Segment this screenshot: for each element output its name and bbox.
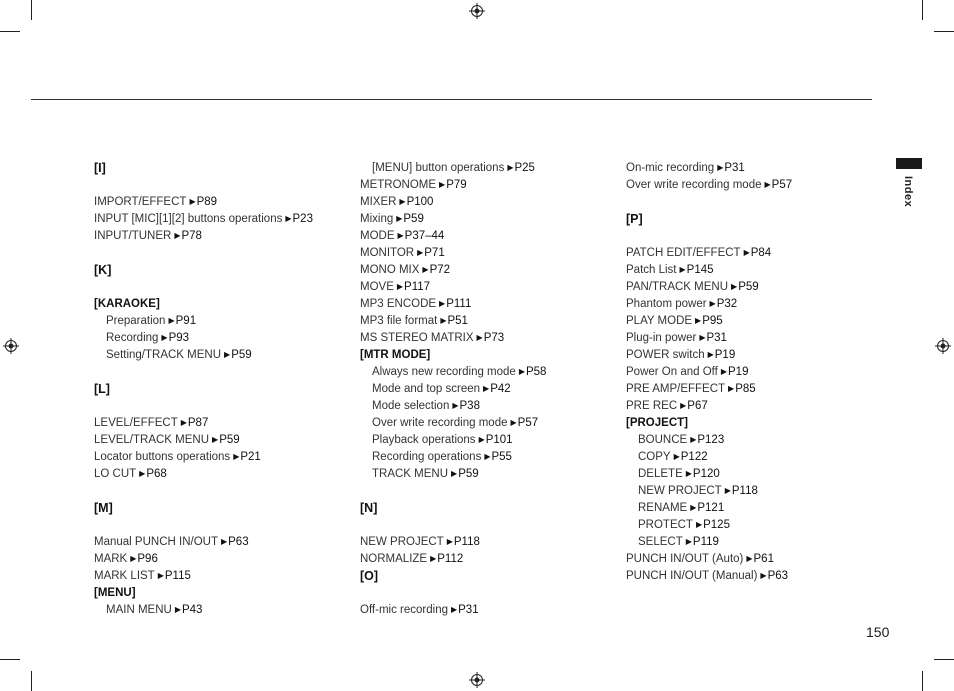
- index-subentry: [360, 160, 610, 177]
- page-ref-arrow-icon: ▶: [439, 180, 446, 189]
- index-spacer: [360, 585, 610, 602]
- index-term: PUNCH IN/OUT (Auto): [626, 553, 744, 565]
- index-term: Locator buttons operations: [94, 451, 231, 463]
- index-subentry: [360, 432, 610, 449]
- page-reference: P123: [697, 434, 725, 446]
- page-ref-arrow-icon: ▶: [397, 231, 404, 240]
- index-spacer: [94, 245, 344, 262]
- page-ref-arrow-icon: ▶: [760, 571, 767, 580]
- page-reference: P51: [447, 315, 468, 327]
- index-tab-label: Index: [902, 176, 914, 208]
- registration-mark-icon: [935, 338, 951, 354]
- index-entry: [360, 602, 610, 619]
- page-ref-arrow-icon: ▶: [746, 554, 753, 563]
- crop-mark: [934, 31, 954, 32]
- page-ref-arrow-icon: ▶: [430, 554, 437, 563]
- index-letter-heading: [P]: [626, 212, 643, 226]
- page-ref-arrow-icon: ▶: [478, 435, 485, 444]
- index-term: MONO MIX: [360, 264, 420, 276]
- index-subentry: [626, 432, 876, 449]
- index-spacer: [626, 228, 876, 245]
- page-reference: P73: [483, 332, 505, 344]
- page-reference: P87: [187, 417, 209, 429]
- page-ref-arrow-icon: ▶: [189, 197, 196, 206]
- page-ref-arrow-icon: ▶: [396, 214, 403, 223]
- page-ref-arrow-icon: ▶: [139, 469, 146, 478]
- page-reference: P72: [429, 264, 451, 276]
- index-entry: [626, 381, 876, 398]
- page-ref-arrow-icon: ▶: [731, 282, 738, 291]
- index-term: MONITOR: [360, 247, 415, 259]
- index-term: INPUT [MIC][1][2] buttons operations: [94, 213, 283, 225]
- page-number: 150: [866, 624, 890, 640]
- index-term: Playback operations: [372, 434, 476, 446]
- index-entry: [360, 245, 610, 262]
- index-entry: [360, 534, 610, 551]
- index-term: MS STEREO MATRIX: [360, 332, 474, 344]
- page-reference: P112: [437, 553, 464, 565]
- page-ref-arrow-icon: ▶: [707, 350, 714, 359]
- page-reference: P59: [458, 468, 479, 480]
- index-subentry: [626, 517, 876, 534]
- index-term: NORMALIZE: [360, 553, 428, 565]
- page-reference: P37–44: [404, 230, 445, 242]
- index-spacer: [626, 194, 876, 211]
- index-term: Off-mic recording: [360, 604, 448, 616]
- index-group-heading: [KARAOKE]: [94, 298, 160, 310]
- index-term: Mixing: [360, 213, 394, 225]
- page-ref-arrow-icon: ▶: [679, 265, 686, 274]
- index-term: MARK LIST: [94, 570, 155, 582]
- page-ref-arrow-icon: ▶: [161, 333, 168, 342]
- index-letter-heading: [M]: [94, 501, 113, 515]
- page-ref-arrow-icon: ▶: [709, 299, 716, 308]
- index-entry: [360, 211, 610, 228]
- index-subentry: [94, 347, 344, 364]
- index-entry: [94, 551, 344, 568]
- page-reference: P59: [231, 349, 252, 361]
- page-reference: P119: [692, 536, 719, 548]
- index-subentry: [94, 313, 344, 330]
- index-term: Mode and top screen: [372, 383, 481, 395]
- index-term: METRONOME: [360, 179, 437, 191]
- index-term: On-mic recording: [626, 162, 715, 174]
- index-term: LEVEL/TRACK MENU: [94, 434, 210, 446]
- index-subentry: [360, 398, 610, 415]
- registration-mark-icon: [469, 672, 485, 688]
- page-reference: P93: [168, 332, 190, 344]
- page-reference: P21: [240, 451, 261, 463]
- index-subentry: [626, 500, 876, 517]
- page-ref-arrow-icon: ▶: [673, 452, 680, 461]
- index-subentry: [94, 602, 344, 619]
- page-reference: P122: [680, 451, 708, 463]
- index-entry: [94, 449, 344, 466]
- index-entry: [626, 364, 876, 381]
- page-reference: P101: [485, 434, 513, 446]
- index-entry: [94, 534, 344, 551]
- page-ref-arrow-icon: ▶: [130, 554, 137, 563]
- index-term: Setting/TRACK MENU: [106, 349, 222, 361]
- index-term: INPUT/TUNER: [94, 230, 172, 242]
- page-ref-arrow-icon: ▶: [690, 503, 697, 512]
- page-ref-arrow-icon: ▶: [220, 537, 228, 546]
- page-ref-arrow-icon: ▶: [174, 605, 181, 614]
- index-term: PRE AMP/EFFECT: [626, 383, 726, 395]
- index-subentry: [626, 466, 876, 483]
- index-spacer: [94, 177, 344, 194]
- page-reference: P91: [175, 315, 197, 327]
- crop-mark: [922, 671, 923, 691]
- registration-mark-icon: [3, 338, 19, 354]
- index-term: RENAME: [638, 502, 688, 514]
- index-subentry: [360, 381, 610, 398]
- page-ref-arrow-icon: ▶: [507, 163, 514, 172]
- index-subentry: [626, 534, 876, 551]
- index-entry: [626, 279, 876, 296]
- index-term: MP3 file format: [360, 315, 438, 327]
- index-term: MIXER: [360, 196, 397, 208]
- index-entry: [360, 262, 610, 279]
- index-term: Over write recording mode: [626, 179, 762, 191]
- index-term: [MENU] button operations: [372, 162, 505, 174]
- page-ref-arrow-icon: ▶: [212, 435, 219, 444]
- page-ref-arrow-icon: ▶: [439, 299, 446, 308]
- index-term: COPY: [638, 451, 671, 463]
- page-reference: P19: [714, 349, 736, 361]
- page-ref-arrow-icon: ▶: [680, 401, 687, 410]
- page-ref-arrow-icon: ▶: [728, 384, 735, 393]
- page-ref-arrow-icon: ▶: [685, 469, 692, 478]
- page-reference: P67: [687, 400, 708, 412]
- page-ref-arrow-icon: ▶: [483, 384, 490, 393]
- index-spacer: [360, 517, 610, 534]
- page-ref-arrow-icon: ▶: [446, 537, 453, 546]
- index-term: MAIN MENU: [106, 604, 172, 616]
- page-reference: P96: [137, 553, 158, 565]
- index-term: LO CUT: [94, 468, 137, 480]
- index-column-3: [626, 160, 876, 585]
- page-ref-arrow-icon: ▶: [157, 571, 164, 580]
- index-entry: [94, 466, 344, 483]
- page-reference: P38: [459, 400, 480, 412]
- page-reference: P84: [750, 247, 772, 259]
- page-reference: P57: [517, 417, 539, 429]
- index-entry: [626, 551, 876, 568]
- index-term: PRE REC: [626, 400, 678, 412]
- index-term: MP3 ENCODE: [360, 298, 437, 310]
- page-reference: P61: [753, 553, 774, 565]
- page-ref-arrow-icon: ▶: [399, 197, 406, 206]
- index-entry: [626, 245, 876, 262]
- page-reference: P121: [697, 502, 725, 514]
- index-spacer: [94, 364, 344, 381]
- page-reference: P32: [716, 298, 738, 310]
- index-term: SELECT: [638, 536, 683, 548]
- page-ref-arrow-icon: ▶: [174, 231, 181, 240]
- page-ref-arrow-icon: ▶: [690, 435, 697, 444]
- index-term: PATCH EDIT/EFFECT: [626, 247, 741, 259]
- index-entry: [94, 568, 344, 585]
- index-entry: [360, 228, 610, 245]
- index-term: LEVEL/EFFECT: [94, 417, 178, 429]
- index-subentry: [360, 466, 610, 483]
- page-ref-arrow-icon: ▶: [233, 452, 240, 461]
- page-reference: P95: [702, 315, 723, 327]
- index-entry: [360, 279, 610, 296]
- index-term: NEW PROJECT: [360, 536, 444, 548]
- page-reference: P120: [692, 468, 720, 480]
- page-ref-arrow-icon: ▶: [764, 180, 771, 189]
- index-term: IMPORT/EFFECT: [94, 196, 187, 208]
- index-term: PAN/TRACK MENU: [626, 281, 729, 293]
- index-term: TRACK MENU: [372, 468, 449, 480]
- index-entry: [626, 262, 876, 279]
- index-term: PUNCH IN/OUT (Manual): [626, 570, 758, 582]
- index-entry: [360, 194, 610, 211]
- index-term: Power On and Off: [626, 366, 718, 378]
- page-ref-arrow-icon: ▶: [417, 248, 424, 257]
- index-tab-marker: [896, 158, 922, 169]
- index-entry: [626, 330, 876, 347]
- page-ref-arrow-icon: ▶: [476, 333, 483, 342]
- page-reference: P31: [724, 162, 745, 174]
- index-spacer: [94, 483, 344, 500]
- index-term: POWER switch: [626, 349, 705, 361]
- page-reference: P115: [164, 570, 191, 582]
- index-term: Patch List: [626, 264, 677, 276]
- page-reference: P59: [219, 434, 240, 446]
- index-entry: [626, 160, 876, 177]
- page-ref-arrow-icon: ▶: [685, 537, 692, 546]
- index-entry: [626, 313, 876, 330]
- index-term: Manual PUNCH IN/OUT: [94, 536, 218, 548]
- index-subentry: [360, 415, 610, 432]
- page-reference: P145: [686, 264, 714, 276]
- index-letter-heading: [I]: [94, 161, 106, 175]
- index-term: Over write recording mode: [372, 417, 508, 429]
- page-reference: P118: [453, 536, 480, 548]
- index-term: Recording: [106, 332, 159, 344]
- page-ref-arrow-icon: ▶: [180, 418, 187, 427]
- index-subentry: [94, 330, 344, 347]
- page-reference: P117: [404, 281, 431, 293]
- index-term: MODE: [360, 230, 395, 242]
- index-group-heading: [MTR MODE]: [360, 349, 431, 361]
- index-term: MARK: [94, 553, 128, 565]
- page-reference: P68: [146, 468, 167, 480]
- index-entry: [94, 211, 344, 228]
- index-entry: [360, 296, 610, 313]
- page-ref-arrow-icon: ▶: [452, 401, 459, 410]
- page-ref-arrow-icon: ▶: [168, 316, 175, 325]
- index-letter-heading: [L]: [94, 382, 110, 396]
- page-reference: P125: [703, 519, 730, 531]
- index-term: Always new recording mode: [372, 366, 516, 378]
- page-ref-arrow-icon: ▶: [518, 367, 525, 376]
- index-entry: [94, 432, 344, 449]
- index-letter-heading: [N]: [360, 501, 378, 515]
- page-ref-arrow-icon: ▶: [285, 214, 292, 223]
- index-entry: [360, 330, 610, 347]
- page-reference: P57: [771, 179, 793, 191]
- index-entry: [94, 415, 344, 432]
- page-reference: P59: [738, 281, 759, 293]
- page-reference: P59: [403, 213, 424, 225]
- page-ref-arrow-icon: ▶: [224, 350, 231, 359]
- page-ref-arrow-icon: ▶: [699, 333, 706, 342]
- page-ref-arrow-icon: ▶: [422, 265, 429, 274]
- page-reference: P42: [490, 383, 511, 395]
- page-reference: P55: [491, 451, 512, 463]
- index-letter-heading: [O]: [360, 569, 379, 583]
- page-reference: P71: [424, 247, 445, 259]
- index-entry: [94, 194, 344, 211]
- index-subentry: [626, 449, 876, 466]
- page-reference: P25: [514, 162, 535, 174]
- index-term: Phantom power: [626, 298, 707, 310]
- index-term: DELETE: [638, 468, 683, 480]
- crop-mark: [934, 659, 954, 660]
- registration-mark-icon: [469, 3, 485, 19]
- index-entry: [360, 551, 610, 568]
- index-subentry: [360, 364, 610, 381]
- page-reference: P118: [731, 485, 758, 497]
- page-reference: P78: [181, 230, 202, 242]
- index-term: PROTECT: [638, 519, 693, 531]
- index-letter-heading: [K]: [94, 263, 112, 277]
- index-entry: [626, 398, 876, 415]
- page-ref-arrow-icon: ▶: [484, 452, 491, 461]
- index-entry: [360, 177, 610, 194]
- crop-mark: [31, 0, 32, 20]
- index-subentry: [360, 449, 610, 466]
- index-entry: [626, 347, 876, 364]
- page-reference: P85: [735, 383, 756, 395]
- page-ref-arrow-icon: ▶: [743, 248, 750, 257]
- index-group-heading: [PROJECT]: [626, 417, 688, 429]
- index-term: PLAY MODE: [626, 315, 693, 327]
- page-ref-arrow-icon: ▶: [451, 469, 458, 478]
- index-column-2: [360, 160, 610, 619]
- page-reference: P31: [458, 604, 479, 616]
- index-term: Plug-in power: [626, 332, 697, 344]
- index-entry: [360, 313, 610, 330]
- index-spacer: [360, 483, 610, 500]
- page-reference: P43: [181, 604, 203, 616]
- index-entry: [626, 296, 876, 313]
- page-ref-arrow-icon: ▶: [450, 605, 458, 614]
- page-ref-arrow-icon: ▶: [695, 520, 703, 529]
- index-subentry: [626, 483, 876, 500]
- page-reference: P31: [706, 332, 727, 344]
- page-ref-arrow-icon: ▶: [724, 486, 731, 495]
- index-spacer: [94, 398, 344, 415]
- index-term: Mode selection: [372, 400, 450, 412]
- crop-mark: [0, 31, 20, 32]
- index-term: NEW PROJECT: [638, 485, 722, 497]
- page-ref-arrow-icon: ▶: [717, 163, 724, 172]
- index-term: Preparation: [106, 315, 166, 327]
- crop-mark: [0, 659, 20, 660]
- page-reference: P111: [446, 298, 472, 310]
- index-term: Recording operations: [372, 451, 482, 463]
- index-term: MOVE: [360, 281, 394, 293]
- page-reference: P63: [767, 570, 789, 582]
- page-ref-arrow-icon: ▶: [440, 316, 447, 325]
- header-rule: [31, 99, 872, 100]
- index-spacer: [94, 517, 344, 534]
- page-reference: P23: [292, 213, 313, 225]
- page-reference: P89: [196, 196, 218, 208]
- page-ref-arrow-icon: ▶: [695, 316, 702, 325]
- index-entry: [626, 568, 876, 585]
- index-term: BOUNCE: [638, 434, 688, 446]
- page-ref-arrow-icon: ▶: [720, 367, 727, 376]
- page-reference: P63: [228, 536, 249, 548]
- crop-mark: [922, 0, 923, 20]
- index-column-1: [94, 160, 344, 619]
- page-reference: P58: [525, 366, 547, 378]
- page-reference: P19: [728, 366, 749, 378]
- index-entry: [626, 177, 876, 194]
- page-ref-arrow-icon: ▶: [510, 418, 517, 427]
- index-entry: [94, 228, 344, 245]
- page-reference: P100: [406, 196, 434, 208]
- page-ref-arrow-icon: ▶: [396, 282, 404, 291]
- page-reference: P79: [446, 179, 467, 191]
- crop-mark: [31, 671, 32, 691]
- index-group-heading: [MENU]: [94, 587, 136, 599]
- index-spacer: [94, 279, 344, 296]
